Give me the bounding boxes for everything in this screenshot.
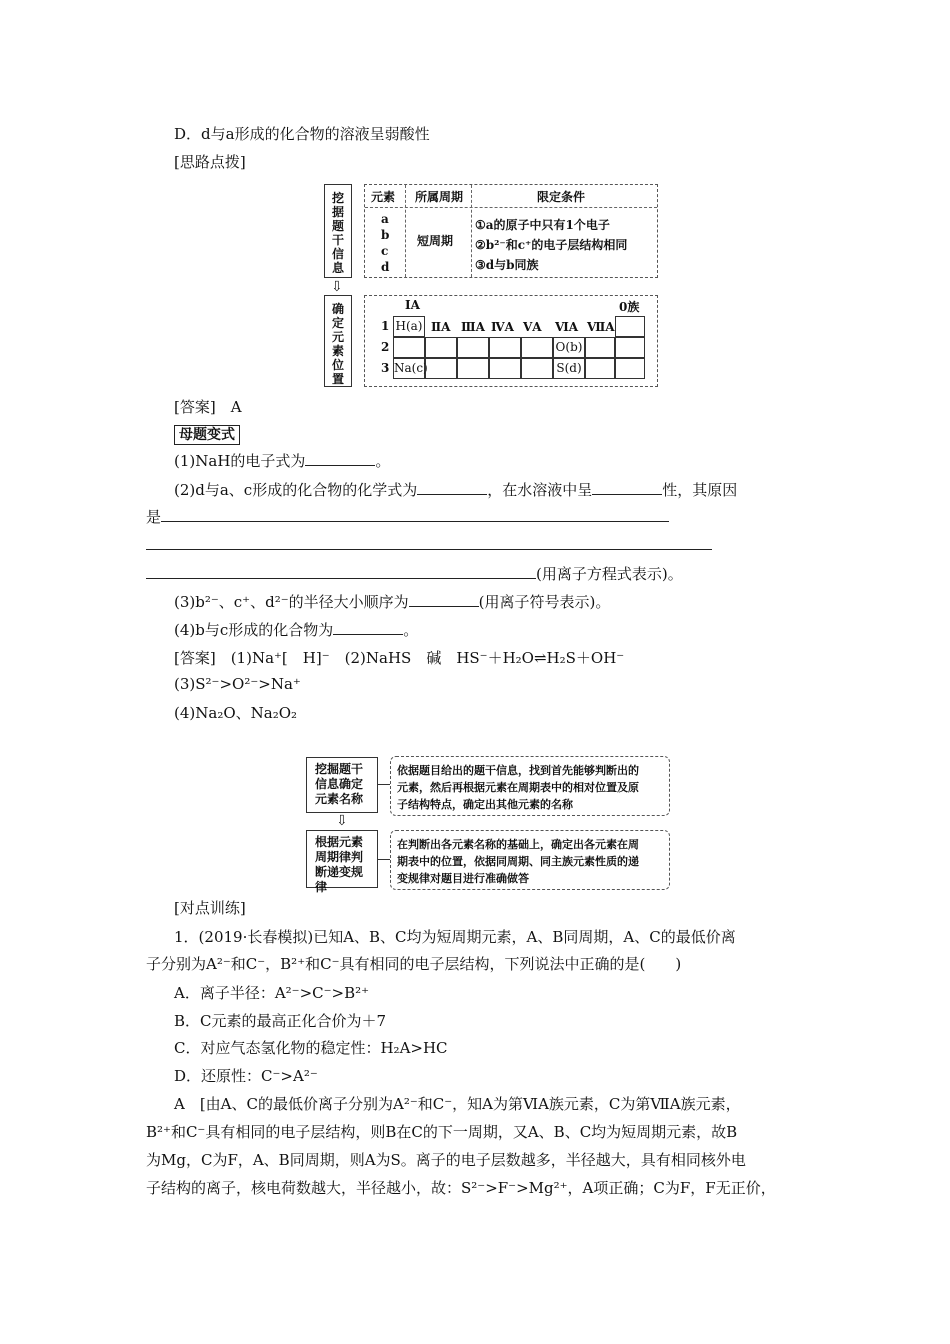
condition-3: ③d与b同族 <box>475 258 539 272</box>
solution-line-3: 为Mg，C为F，A、B同周期，则A为S。离子的电子层数越多，半径越大，具有相同核外电 <box>146 1151 746 1169</box>
element-b: b <box>381 228 390 242</box>
period-value: 短周期 <box>417 234 454 248</box>
question-1 <box>174 451 390 471</box>
diagram2-text-1-line: 依据题目给出的题干信息，找到首先能够判断出的 <box>397 764 639 777</box>
question-4 <box>174 620 418 640</box>
row-2-label: 2 <box>381 340 390 354</box>
question-2-text-b: ，在水溶液中呈 <box>487 481 593 499</box>
diagram2-text-2-line: 期表中的位置，依据同周期、同主族元素性质的递 <box>397 855 639 868</box>
question-4-end: 。 <box>403 621 419 639</box>
question-2-blank-line <box>146 535 712 555</box>
solution-line-4: 子结构的离子，核电荷数越大，半径越小，故：S²⁻>F⁻>Mg²⁺，A项正确；C为F，F无正价， <box>146 1179 776 1197</box>
training-label: [对点训练] <box>174 899 246 917</box>
group-0-label: 0族 <box>619 300 640 314</box>
option-a: A．离子半径：A²⁻>C⁻>B²⁺ <box>174 984 370 1002</box>
cell-f <box>585 337 615 358</box>
option-b: B．C元素的最高正化合价为＋7 <box>174 1012 387 1030</box>
answer-blank[interactable] <box>333 620 403 635</box>
diagram1-box-locate <box>324 295 352 387</box>
hint-label: [思路点拨] <box>174 153 246 171</box>
diagram2-box-2: 根据元素周期律判断递变规律 <box>306 830 378 888</box>
cell-li <box>393 337 425 358</box>
diagram2-text-1-line: 子结构特点，确定出其他元素的名称 <box>397 798 573 811</box>
problem-stem-2: 子分别为A²⁻和C⁻，B²⁺和C⁻具有相同的电子层结构，下列说法中正确的是( ) <box>146 955 682 973</box>
question-3-end: (用离子符号表示)。 <box>478 593 611 611</box>
answer-1: [答案] A <box>174 398 242 416</box>
group-iia-label: ⅡA <box>431 320 451 334</box>
solution-line-1: A [由A、C的最低价离子分别为A²⁻和C⁻，知A为第ⅥA族元素，C为第ⅦA族元素， <box>174 1095 741 1113</box>
cell-ne <box>615 337 645 358</box>
condition-list <box>475 215 627 275</box>
question-3-text: (3)b²⁻、c⁺、d²⁻的半径大小顺序为 <box>174 593 409 611</box>
question-2-equation <box>146 564 683 584</box>
header-element: 元素 <box>371 190 396 204</box>
cell-n <box>521 337 553 358</box>
cell-be <box>425 337 457 358</box>
diagram1-box-extract-label: 挖据题干信息 <box>331 191 344 275</box>
question-2-text-a: (2)d与a、c形成的化合物的化学式为 <box>174 481 418 499</box>
arrow-down-icon: ⇩ <box>331 279 343 295</box>
connector <box>378 859 390 860</box>
group-iva-label: ⅣA <box>491 320 514 334</box>
question-2 <box>174 480 737 500</box>
answer-2-line-3: (4)Na₂O、Na₂O₂ <box>174 704 298 722</box>
diagram1-box-extract <box>324 184 352 278</box>
diagram2-box-1: 挖掘题干信息确定元素名称 <box>306 757 378 813</box>
option-c: C．对应气态氢化物的稳定性：H₂A>HC <box>174 1039 448 1057</box>
answer-2-line-1: [答案] (1)Na⁺[ H]⁻ (2)NaHS 碱 HS⁻＋H₂O⇌H₂S＋OH⁻ <box>174 649 625 667</box>
diagram1-box-locate-label: 确定元素位置 <box>331 302 344 386</box>
answer-2-line-2: (3)S²⁻>O²⁻>Na⁺ <box>174 675 301 693</box>
answer-blank[interactable] <box>305 451 375 466</box>
periodic-table <box>364 295 658 387</box>
cell-ar <box>615 358 645 379</box>
question-2-text-d: 是 <box>146 508 162 526</box>
diagram2-text-2-line: 在判断出各元素名称的基础上，确定出各元素在周 <box>397 838 639 851</box>
header-period: 所属周期 <box>415 190 464 204</box>
cell-mg <box>425 358 457 379</box>
group-iiia-label: ⅢA <box>461 320 485 334</box>
question-1-end: 。 <box>375 452 391 470</box>
option-d: D．d与a形成的化合物的溶液呈弱酸性 <box>174 125 430 143</box>
cell-h: H(a) <box>393 316 425 337</box>
answer-blank[interactable] <box>161 507 669 522</box>
row-1-label: 1 <box>381 319 390 333</box>
group-ia-label: ⅠA <box>405 298 420 312</box>
cell-o: O(b) <box>553 337 585 358</box>
option-d-2: D．还原性：C⁻>A²⁻ <box>174 1067 318 1085</box>
solution-line-2: B²⁺和C⁻具有相同的电子层结构，则B在C的下一周期，又A、B、C均为短周期元素，故B <box>146 1123 738 1141</box>
element-list <box>381 211 389 275</box>
question-4-text: (4)b与c形成的化合物为 <box>174 621 334 639</box>
header-conditions: 限定条件 <box>537 190 586 204</box>
cell-b <box>457 337 489 358</box>
conditions-table <box>364 184 658 278</box>
diagram2-text-1-line: 元素，然后再根据元素在周期表中的相对位置及原 <box>397 781 639 794</box>
group-va-label: ⅤA <box>523 320 542 334</box>
diagram2-text-1 <box>390 756 670 816</box>
element-c: c <box>381 244 389 258</box>
group-via-label: ⅥA <box>555 320 579 334</box>
answer-blank[interactable] <box>592 480 662 495</box>
diagram2-text-2 <box>390 830 670 890</box>
cell-s: S(d) <box>553 358 585 379</box>
question-3 <box>174 592 610 612</box>
answer-blank[interactable] <box>417 480 487 495</box>
condition-2: ②b²⁻和c⁺的电子层结构相同 <box>475 238 628 252</box>
connector <box>378 784 390 785</box>
diagram2-text-2-line: 变规律对题目进行准确做答 <box>397 872 529 885</box>
cell-p <box>521 358 553 379</box>
answer-blank[interactable] <box>409 592 479 607</box>
cell-al <box>457 358 489 379</box>
answer-blank[interactable] <box>146 564 536 579</box>
question-1-text: (1)NaH的电子式为 <box>174 452 306 470</box>
element-a: a <box>381 212 389 226</box>
element-d: d <box>381 260 390 274</box>
cell-c <box>489 337 521 358</box>
group-viia-label: ⅦA <box>587 320 615 334</box>
condition-1: ①a的原子中只有1个电子 <box>475 218 610 232</box>
question-2-text-e: (用离子方程式表示)。 <box>536 565 683 583</box>
question-2-reason <box>146 507 669 527</box>
arrow-down-icon: ⇩ <box>336 813 348 829</box>
problem-stem-1: 1．(2019·长春模拟)已知A、B、C均为短周期元素，A、B同周期，A、C的最低价离 <box>174 928 736 946</box>
question-2-text-c: 性，其原因 <box>662 481 738 499</box>
cell-he <box>615 316 645 337</box>
cell-si <box>489 358 521 379</box>
cell-cl <box>585 358 615 379</box>
answer-blank[interactable] <box>146 535 712 550</box>
variant-tag: 母题变式 <box>174 425 240 445</box>
cell-na: Na(c) <box>393 358 425 379</box>
row-3-label: 3 <box>381 361 390 375</box>
